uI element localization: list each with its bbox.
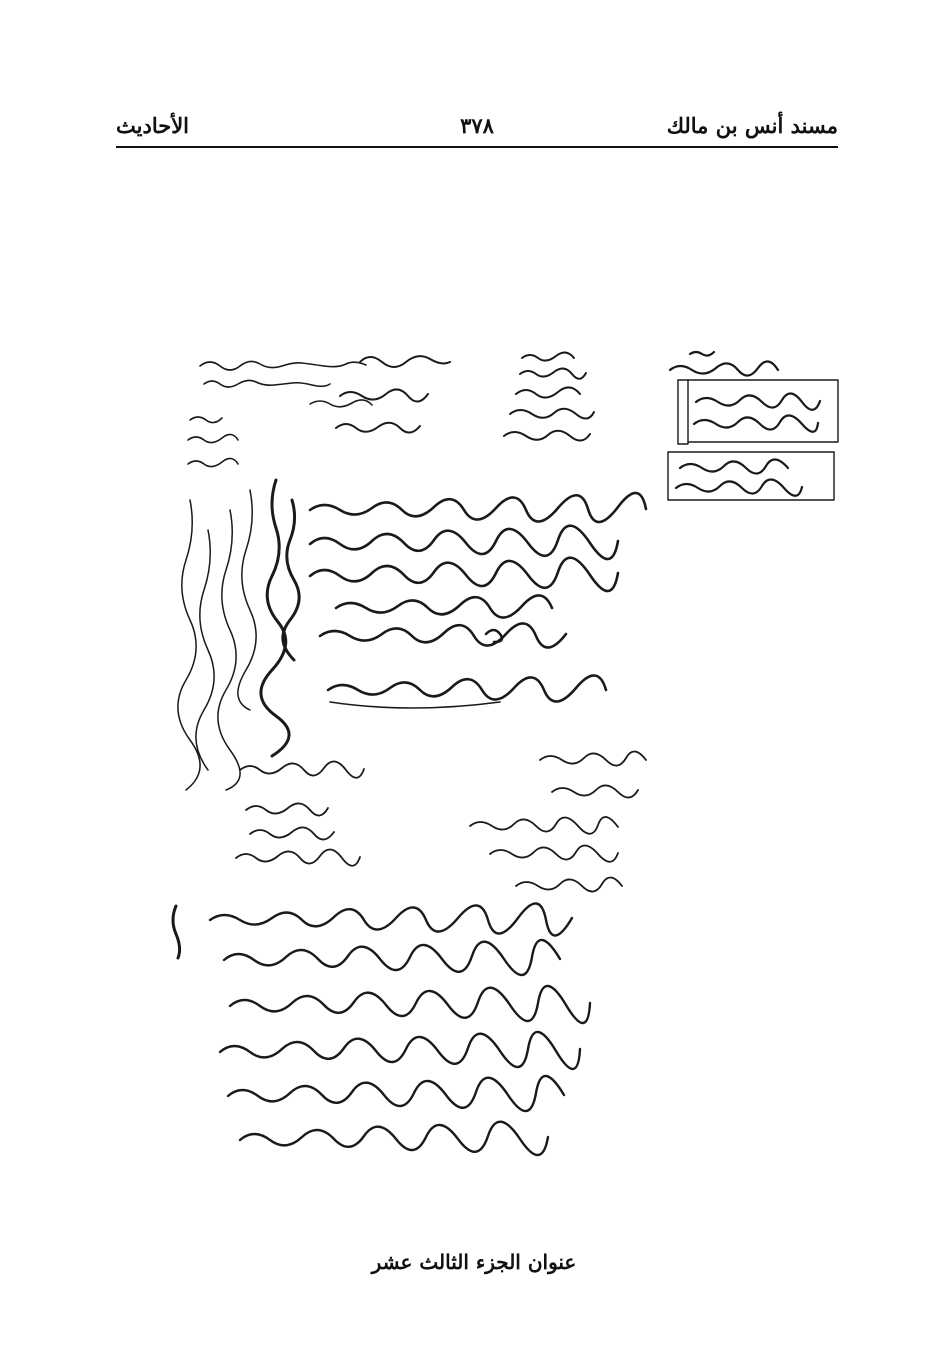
running-header bbox=[116, 108, 838, 148]
handwritten-title-page bbox=[160, 340, 850, 1190]
section-title: الأحاديث bbox=[116, 113, 190, 138]
figure-caption: عنوان الجزء الثالث عشر bbox=[371, 1250, 577, 1274]
book-title: مسند أنس بن مالك bbox=[666, 113, 838, 138]
page-number: ٣٧٨ bbox=[460, 113, 494, 138]
header-rule bbox=[116, 146, 838, 148]
manuscript-image bbox=[160, 340, 850, 1190]
